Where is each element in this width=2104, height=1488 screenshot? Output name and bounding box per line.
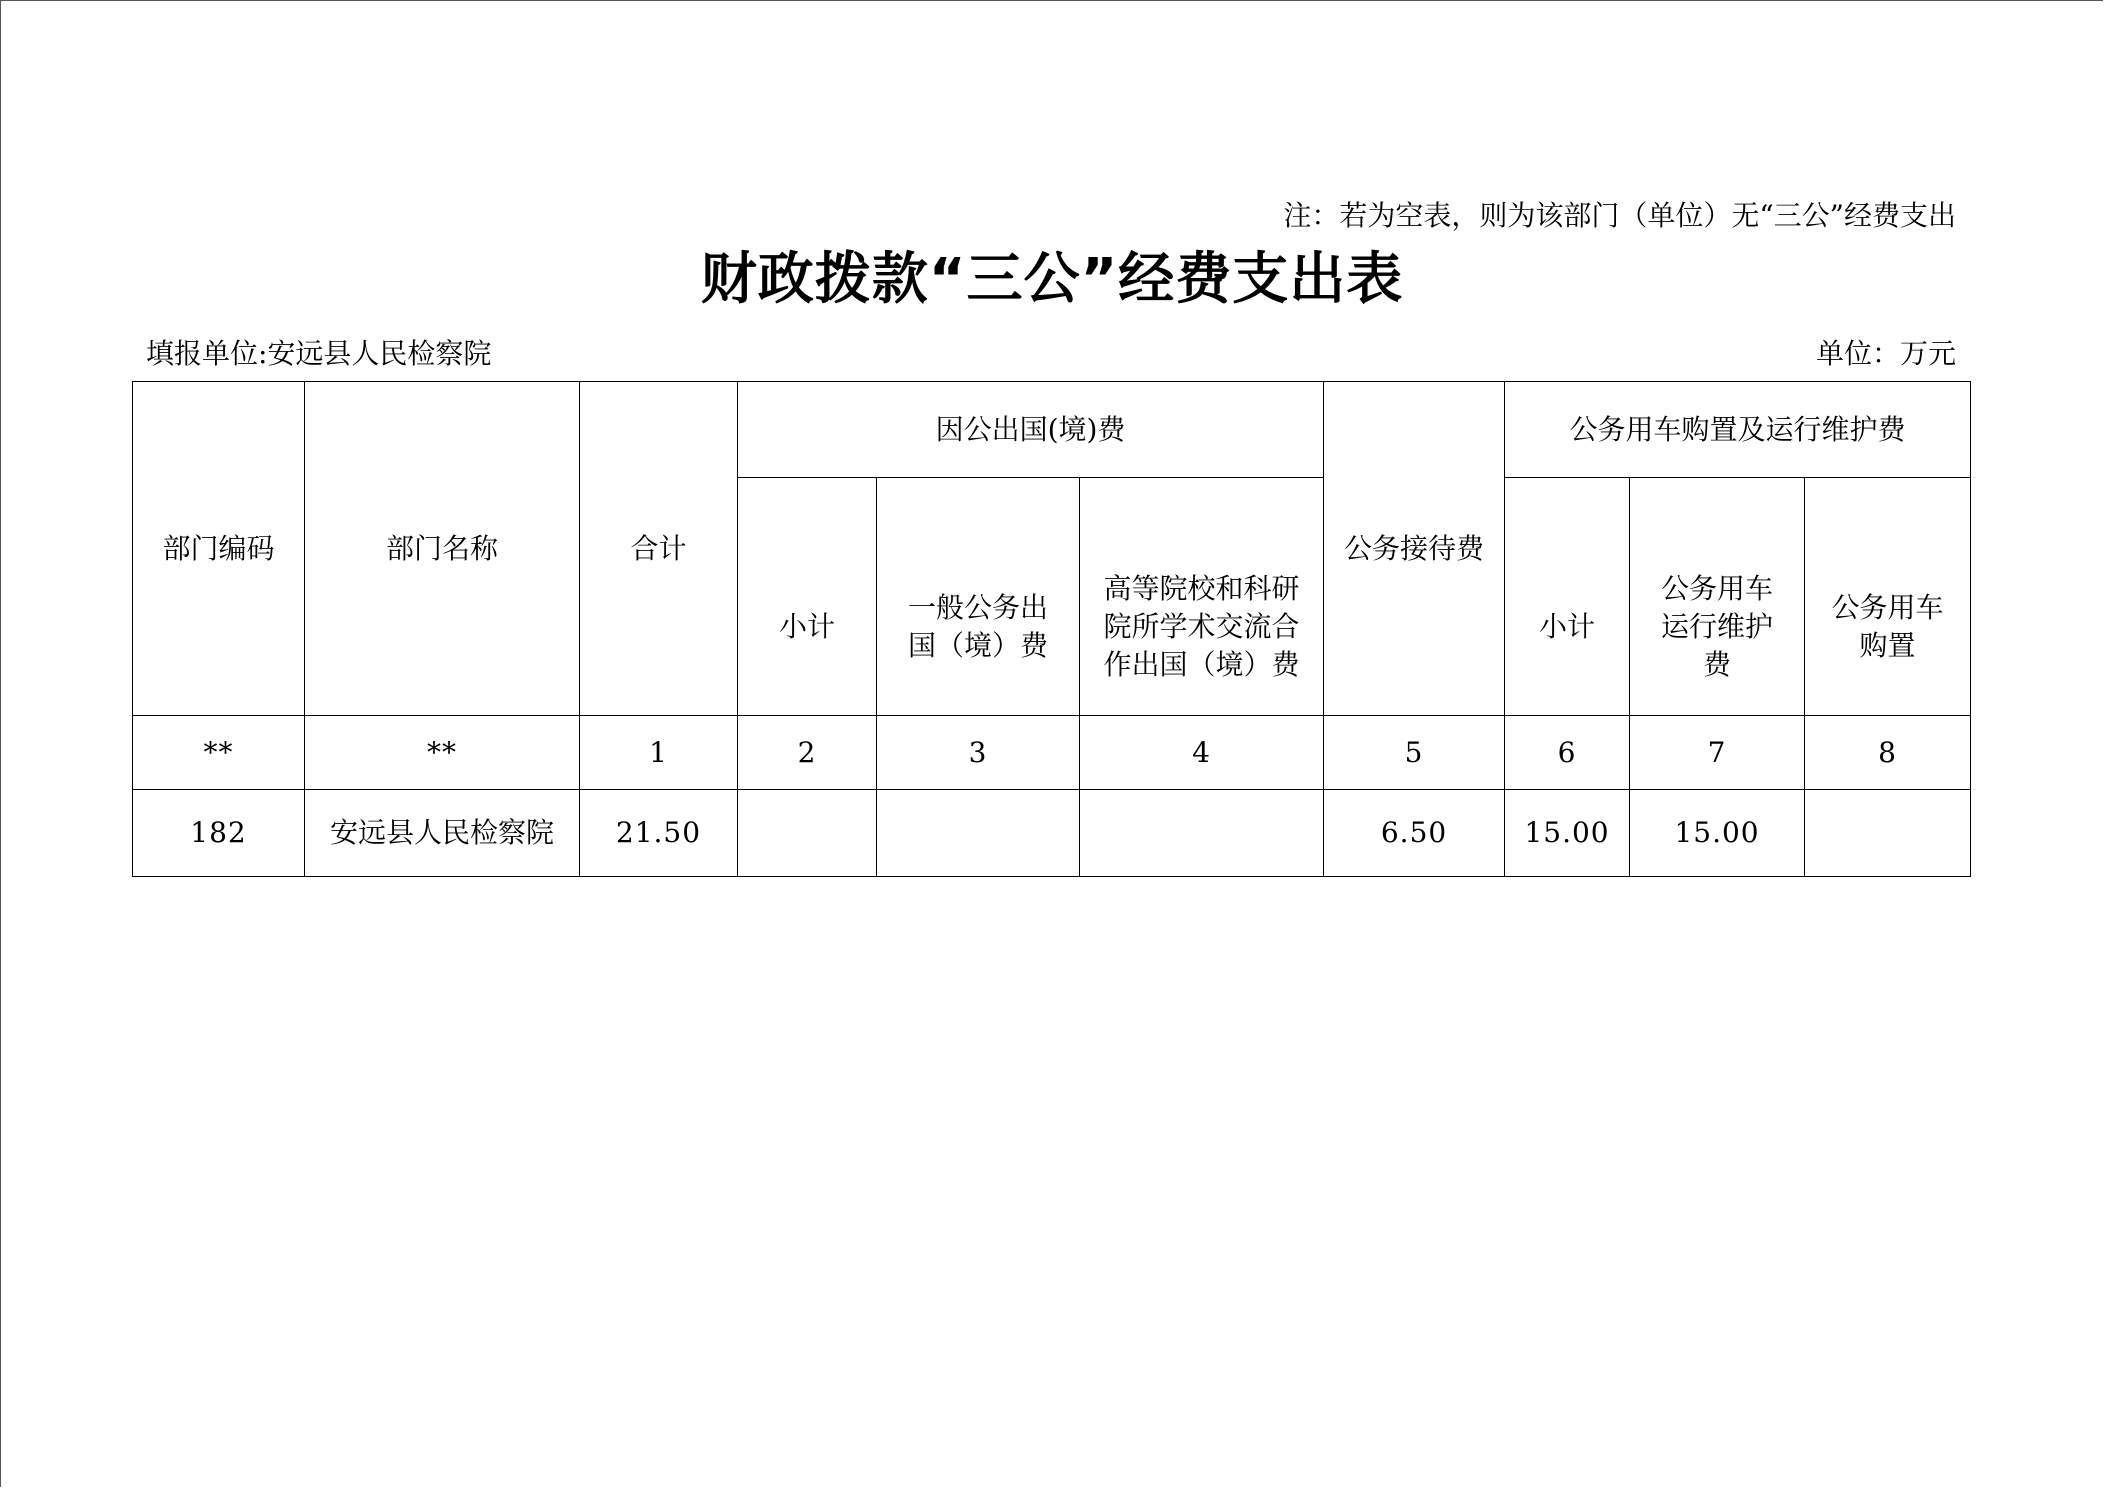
index-cell: ** xyxy=(133,716,305,790)
header-vehicle-operation: 公务用车运行维护费 xyxy=(1630,478,1805,716)
header-abroad-subtotal: 小计 xyxy=(738,478,877,716)
header-vehicle-group: 公务用车购置及运行维护费 xyxy=(1505,382,1971,478)
cell-vehicle-subtotal: 15.00 xyxy=(1505,790,1630,877)
header-total: 合计 xyxy=(580,382,738,716)
empty-table-note: 注：若为空表，则为该部门（单位）无“三公”经费支出 xyxy=(1283,199,1956,232)
cell-vehicle-purchase xyxy=(1805,790,1971,877)
index-cell: 6 xyxy=(1505,716,1630,790)
index-cell: 4 xyxy=(1080,716,1324,790)
header-vehicle-subtotal: 小计 xyxy=(1505,478,1630,716)
index-cell: 5 xyxy=(1324,716,1505,790)
index-row xyxy=(133,716,1971,790)
cell-reception: 6.50 xyxy=(1324,790,1505,877)
fill-unit-label: 填报单位:安远县人民检察院 xyxy=(146,337,492,370)
header-vehicle-purchase: 公务用车购置 xyxy=(1805,478,1971,716)
index-cell: 8 xyxy=(1805,716,1971,790)
index-cell: 7 xyxy=(1630,716,1805,790)
header-row-1 xyxy=(133,382,1971,478)
cell-total: 21.50 xyxy=(580,790,738,877)
header-abroad-academic: 高等院校和科研院所学术交流合作出国（境）费 xyxy=(1080,478,1324,716)
cell-abroad-academic xyxy=(1080,790,1324,877)
cell-abroad-subtotal xyxy=(738,790,877,877)
cell-abroad-general xyxy=(877,790,1080,877)
index-cell: 3 xyxy=(877,716,1080,790)
cell-dept-name: 安远县人民检察院 xyxy=(305,790,580,877)
header-abroad-group: 因公出国(境)费 xyxy=(738,382,1324,478)
index-cell: 1 xyxy=(580,716,738,790)
index-cell: ** xyxy=(305,716,580,790)
header-dept-code: 部门编码 xyxy=(133,382,305,716)
header-reception: 公务接待费 xyxy=(1324,382,1505,716)
index-cell: 2 xyxy=(738,716,877,790)
header-dept-name: 部门名称 xyxy=(305,382,580,716)
table-row xyxy=(133,790,1971,877)
header-abroad-general: 一般公务出国（境）费 xyxy=(877,478,1080,716)
unit-label: 单位：万元 xyxy=(1815,337,1956,370)
cell-vehicle-operation: 15.00 xyxy=(1630,790,1805,877)
page-title: 财政拨款“三公”经费支出表 xyxy=(700,247,1404,312)
expenditure-table xyxy=(132,381,1971,877)
cell-dept-code: 182 xyxy=(133,790,305,877)
